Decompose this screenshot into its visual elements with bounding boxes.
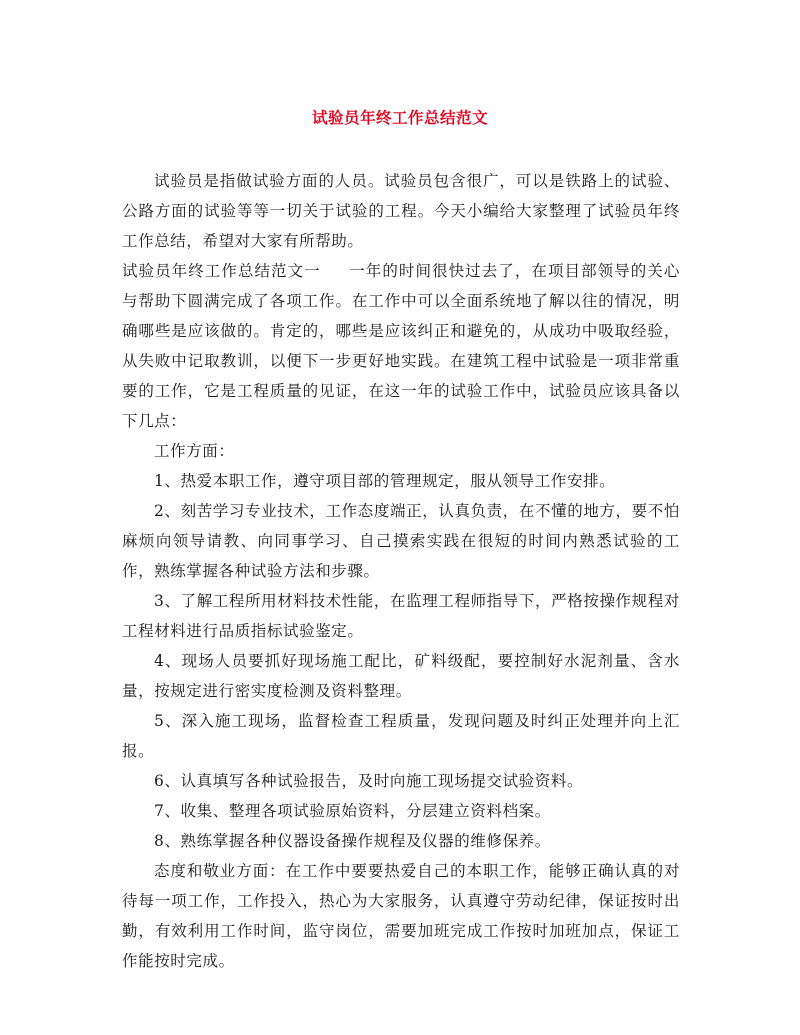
paragraph-attitude: 态度和敬业方面：在工作中要要热爱自己的本职工作，能够正确认真的对待每一项工作，工作投入，热心为大家服务，认真遵守劳动纪律，保证按时出勤，有效利用工作时间，监守岗位，需要加班完成工作按时加班加点，保证工作能按时完成。 (122, 862, 680, 970)
section-heading: 试验员年终工作总结范文一 (122, 262, 321, 280)
paragraph-work-aspect: 工作方面： (154, 442, 235, 460)
list-item: 4、现场人员要抓好现场施工配比，矿料级配，要控制好水泥剂量、含水量，按规定进行密实度检测及资料整理。 (122, 652, 680, 700)
paragraph-section-one (122, 256, 680, 436)
list-item: 2、刻苦学习专业技术，工作态度端正，认真负责，在不懂的地方，要不怕麻烦向领导请教、向同事学习、自己摸索实践在很短的时间内熟悉试验的工作，熟练掌握各种试验方法和步骤。 (122, 502, 680, 580)
list-item: 5、深入施工现场，监督检查工程质量，发现问题及时纠正处理并向上汇报。 (122, 712, 680, 760)
document-title: 试验员年终工作总结范文 (311, 108, 488, 127)
list-item: 8、熟练掌握各种仪器设备操作规程及仪器的维修保养。 (154, 832, 551, 850)
list-item: 3、了解工程所用材料技术性能，在监理工程师指导下，严格按操作规程对工程材料进行品质指标试验鉴定。 (122, 592, 680, 640)
list-item: 7、收集、整理各项试验原始资料，分层建立资料档案。 (154, 802, 551, 820)
list-item: 1、热爱本职工作，遵守项目部的管理规定，服从领导工作安排。 (154, 472, 616, 490)
list-item: 6、认真填写各种试验报告，及时向施工现场提交试验资料。 (154, 772, 584, 790)
document-body (122, 166, 680, 976)
paragraph-intro: 试验员是指做试验方面的人员。试验员包含很广，可以是铁路上的试验、公路方面的试验等等一切关于试验的工程。今天小编给大家整理了试验员年终工作总结，希望对大家有所帮助。 (122, 172, 680, 250)
section-one-text: 一年的时间很快过去了，在项目部领导的关心与帮助下圆满完成了各项工作。在工作中可以全面系统地了解以往的情况，明确哪些是应该做的。肯定的，哪些是应该纠正和避免的，从成功中吸取经验，从失败中记取教训，以便下一步更好地实践。在建筑工程中试验是一项非常重要的工作，它是工程质量的见证，在这一年的试验工作中，试验员应该具备以下几点： (122, 262, 680, 430)
